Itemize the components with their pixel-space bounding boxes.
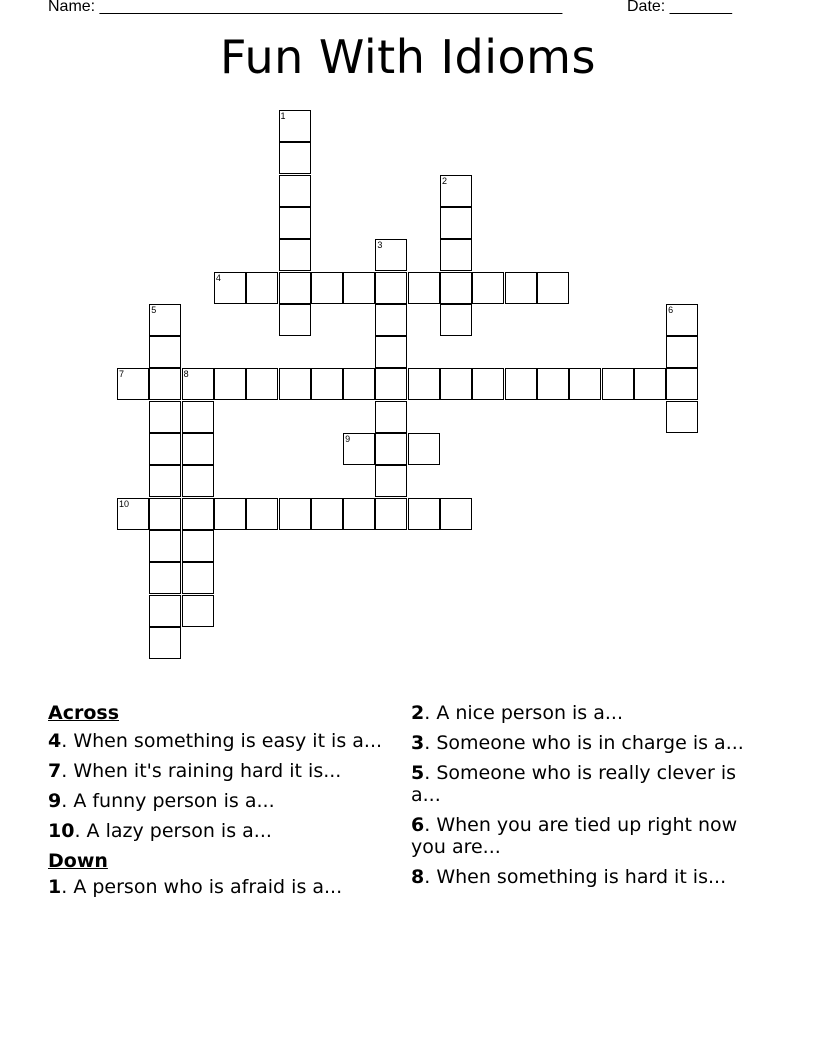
grid-cell <box>408 433 440 465</box>
grid-cell <box>279 142 311 174</box>
grid-cell-number: 3 <box>377 240 383 251</box>
grid-cell <box>117 368 149 400</box>
grid-cell-number: 4 <box>215 272 221 283</box>
clue-text: A lazy person is a... <box>86 820 272 842</box>
grid-cell <box>182 562 214 594</box>
grid-cell <box>214 368 246 400</box>
grid-cell <box>279 304 311 336</box>
clue-number: 9 <box>48 790 62 812</box>
grid-cell <box>149 530 181 562</box>
grid-cell <box>440 272 472 304</box>
grid-cell-number: 8 <box>183 369 189 380</box>
grid-cell <box>375 336 407 368</box>
clue-number: 10 <box>48 820 75 842</box>
grid-cell <box>666 336 698 368</box>
clue-number: 7 <box>48 760 62 782</box>
grid-cell <box>214 272 246 304</box>
grid-cell-number: 2 <box>442 175 448 186</box>
grid-cell <box>343 368 375 400</box>
page-title: Fun With Idioms <box>220 30 596 84</box>
grid-cell <box>149 627 181 659</box>
grid-cell <box>279 110 311 142</box>
date-field-label: Date: _______ <box>627 0 732 15</box>
clue-number: 3 <box>411 732 425 754</box>
grid-cell <box>440 368 472 400</box>
grid-cell <box>375 401 407 433</box>
clue-text: When something is hard it is... <box>436 866 727 888</box>
grid-cell <box>408 272 440 304</box>
grid-cell <box>569 368 601 400</box>
clue-number: 4 <box>48 730 62 752</box>
grid-cell-number: 9 <box>345 434 351 444</box>
grid-cell <box>149 401 181 433</box>
grid-cell <box>440 207 472 239</box>
grid-cell <box>375 272 407 304</box>
grid-cell <box>375 304 407 336</box>
clue-down-1: 1. A person who is afraid is a... <box>48 876 343 898</box>
grid-cell <box>182 498 214 530</box>
grid-cell <box>246 272 278 304</box>
grid-cell <box>149 595 181 627</box>
clue-down-8: 8. When something is hard it is... <box>411 866 727 888</box>
grid-cell <box>408 498 440 530</box>
across-heading: Across <box>48 702 120 724</box>
grid-cell <box>440 239 472 271</box>
grid-cell <box>537 272 569 304</box>
clue-text: A funny person is a... <box>73 790 275 812</box>
clue-text: When something is easy it is a... <box>73 730 383 752</box>
grid-cell <box>375 498 407 530</box>
clue-number: 2 <box>411 702 425 724</box>
clue-text: When it's raining hard it is... <box>73 760 342 782</box>
grid-cell <box>472 368 504 400</box>
grid-cell <box>311 272 343 304</box>
grid-cell-number: 5 <box>151 304 157 315</box>
grid-cell <box>343 498 375 530</box>
clue-across-7: 7. When it's raining hard it is... <box>48 760 342 782</box>
clue-text: Someone who is in charge is a... <box>436 732 744 754</box>
grid-cell <box>666 368 698 400</box>
grid-cell <box>602 368 634 400</box>
grid-cell <box>634 368 666 400</box>
clue-text: When you are tied up right now you are... <box>411 814 738 858</box>
grid-cell <box>375 368 407 400</box>
grid-cell-number: 7 <box>119 369 125 380</box>
grid-cell <box>440 304 472 336</box>
grid-cell <box>149 304 181 336</box>
clue-text: A person who is afraid is a... <box>73 876 343 898</box>
grid-cell <box>246 498 278 530</box>
name-field-label: Name: ____________________________________________________ <box>48 0 563 15</box>
clue-down-6: 6. When you are tied up right now you are... <box>411 814 738 858</box>
grid-cell <box>343 272 375 304</box>
grid-cell <box>343 433 375 465</box>
grid-cell <box>666 401 698 433</box>
clue-number: 5 <box>411 762 425 784</box>
clue-across-4: 4. When something is easy it is a... <box>48 730 383 752</box>
grid-cell <box>537 368 569 400</box>
grid-cell <box>505 368 537 400</box>
grid-cell <box>149 368 181 400</box>
grid-cell <box>182 530 214 562</box>
grid-cell <box>440 498 472 530</box>
clues-column-left <box>48 702 388 906</box>
clue-text: Someone who is really clever is a... <box>411 762 737 806</box>
clue-across-9: 9. A funny person is a... <box>48 790 275 812</box>
grid-cell <box>149 336 181 368</box>
clue-number: 8 <box>411 866 425 888</box>
grid-cell <box>279 239 311 271</box>
grid-cell <box>279 368 311 400</box>
grid-cell-number: 10 <box>119 498 130 509</box>
grid-cell <box>375 433 407 465</box>
clues-column-right <box>411 702 751 896</box>
grid-cell <box>182 401 214 433</box>
grid-cell <box>311 498 343 530</box>
grid-cell <box>182 368 214 400</box>
grid-cell <box>279 175 311 207</box>
grid-cell <box>149 562 181 594</box>
grid-cell <box>149 498 181 530</box>
grid-cell <box>279 207 311 239</box>
clue-number: 1 <box>48 876 62 898</box>
grid-cell <box>117 498 149 530</box>
grid-cell <box>214 498 246 530</box>
down-heading: Down <box>48 850 108 872</box>
grid-cell <box>666 304 698 336</box>
clue-text: A nice person is a... <box>436 702 624 724</box>
grid-cell <box>375 239 407 271</box>
clue-down-3: 3. Someone who is in charge is a... <box>411 732 744 754</box>
grid-cell <box>279 272 311 304</box>
clue-number: 6 <box>411 814 425 836</box>
grid-cell <box>375 465 407 497</box>
grid-cell <box>279 498 311 530</box>
grid-cell <box>311 368 343 400</box>
clue-down-5: 5. Someone who is really clever is a... <box>411 762 737 806</box>
grid-cell <box>149 465 181 497</box>
grid-cell <box>182 595 214 627</box>
grid-cell <box>149 433 181 465</box>
grid-cell-number: 1 <box>280 111 286 121</box>
grid-cell <box>440 175 472 207</box>
grid-cell <box>505 272 537 304</box>
clue-down-2: 2. A nice person is a... <box>411 702 624 724</box>
clue-across-10: 10. A lazy person is a... <box>48 820 272 842</box>
grid-cell-number: 6 <box>668 304 674 315</box>
grid-cell <box>246 368 278 400</box>
grid-cell <box>472 272 504 304</box>
grid-cell <box>182 433 214 465</box>
grid-cell <box>182 465 214 497</box>
grid-cell <box>408 368 440 400</box>
